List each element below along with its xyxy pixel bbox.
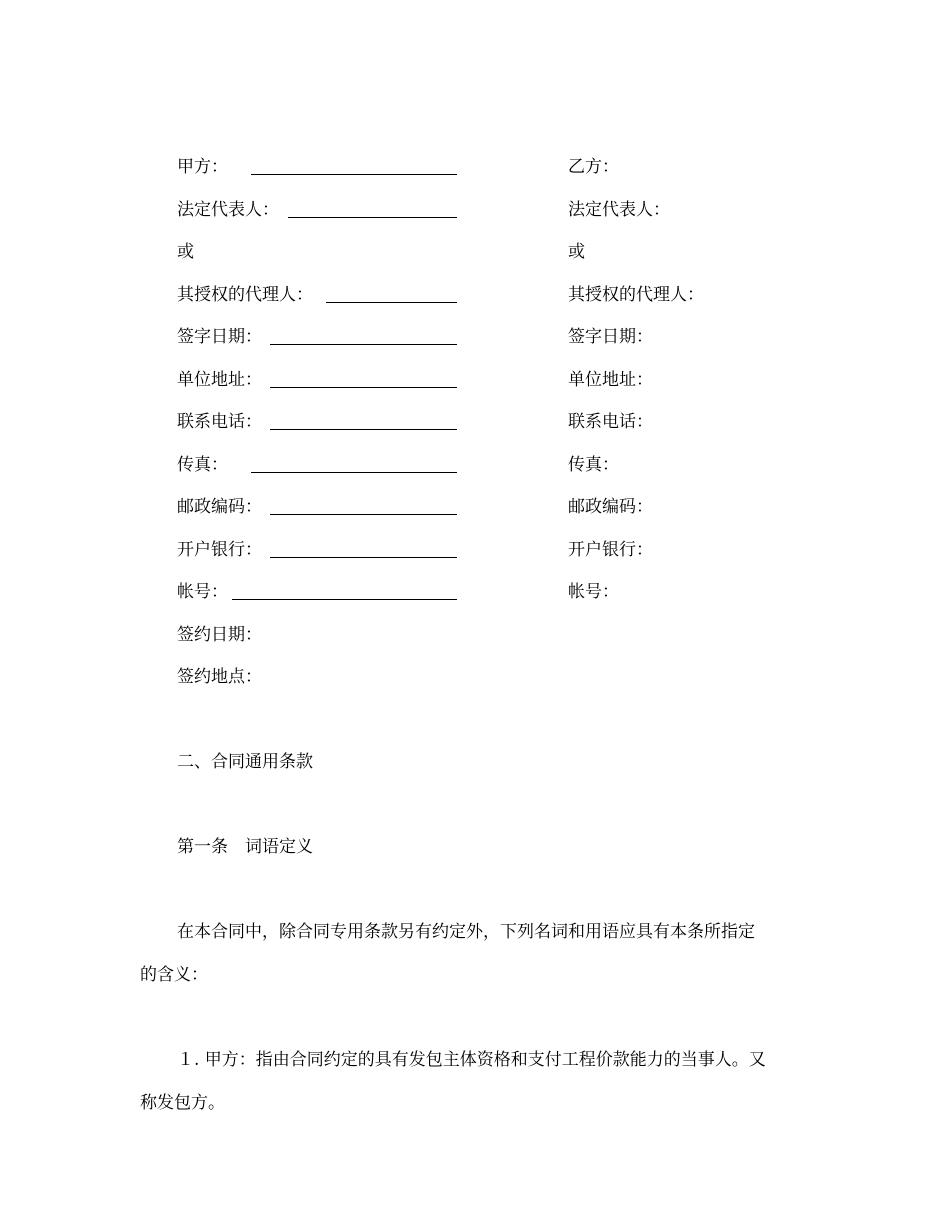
party-b-legal-rep-label: 法定代表人： — [568, 200, 670, 220]
party-a-sign-date-label: 签字日期： — [177, 327, 262, 347]
contract-place-label: 签约地点： — [177, 667, 262, 687]
party-a-or-label: 或 — [177, 242, 194, 262]
party-a-legal-rep-blank — [288, 217, 457, 218]
party-b-address-row — [568, 368, 818, 392]
party-b-account-row — [568, 580, 818, 604]
party-a-bank-row — [177, 538, 462, 562]
party-b-fax-label: 传真： — [568, 455, 619, 475]
party-a-agent-blank — [326, 302, 457, 303]
party-b-postcode-row — [568, 495, 818, 519]
party-b-phone-row — [568, 410, 818, 434]
party-a-phone-label: 联系电话： — [177, 412, 262, 432]
party-a-account-row — [177, 580, 462, 604]
party-b-phone-label: 联系电话： — [568, 412, 653, 432]
party-a-address-label: 单位地址： — [177, 370, 262, 390]
party-b-sign-date-label: 签字日期： — [568, 327, 653, 347]
party-a-address-row — [177, 368, 462, 392]
party-b-or-row — [568, 240, 818, 264]
party-a-phone-row — [177, 410, 462, 434]
party-b-agent-label: 其授权的代理人： — [568, 285, 704, 305]
section-title: 二、合同通用条款 — [177, 752, 313, 772]
party-a-postcode-label: 邮政编码： — [177, 497, 262, 517]
party-a-name-row — [177, 155, 462, 179]
party-a-account-blank — [232, 599, 457, 600]
party-b-fax-row — [568, 453, 818, 477]
article-item1-line2: 称发包方。 — [140, 1093, 225, 1113]
party-a-postcode-blank — [270, 514, 457, 515]
party-a-fax-label: 传真： — [177, 455, 228, 475]
party-a-phone-blank — [270, 429, 457, 430]
party-a-agent-row — [177, 283, 462, 307]
party-b-or-label: 或 — [568, 242, 585, 262]
party-b-bank-label: 开户银行： — [568, 540, 653, 560]
party-b-sign-date-row — [568, 325, 818, 349]
party-b-name-row — [568, 155, 818, 179]
article-item1-line1: １. 甲方：指由合同约定的具有发包主体资格和支付工程价款能力的当事人。又 — [177, 1050, 766, 1070]
party-a-postcode-row — [177, 495, 462, 519]
party-a-name-blank — [251, 174, 457, 175]
article-intro-line1: 在本合同中，除合同专用条款另有约定外，下列名词和用语应具有本条所指定 — [177, 922, 755, 942]
party-b-postcode-label: 邮政编码： — [568, 497, 653, 517]
party-a-account-label: 帐号： — [177, 582, 228, 602]
party-a-bank-blank — [270, 557, 457, 558]
party-a-name-label: 甲方： — [177, 157, 228, 177]
contract-date-row — [177, 623, 462, 647]
party-b-name-label: 乙方： — [568, 157, 619, 177]
party-b-legal-rep-row — [568, 198, 818, 222]
party-a-sign-date-blank — [270, 344, 457, 345]
party-a-or-row — [177, 240, 462, 264]
party-b-bank-row — [568, 538, 818, 562]
contract-date-label: 签约日期： — [177, 625, 262, 645]
party-b-account-label: 帐号： — [568, 582, 619, 602]
party-b-address-label: 单位地址： — [568, 370, 653, 390]
party-a-legal-rep-label: 法定代表人： — [177, 200, 279, 220]
party-a-agent-label: 其授权的代理人： — [177, 285, 313, 305]
article-intro-line2: 的含义： — [140, 965, 208, 985]
party-a-legal-rep-row — [177, 198, 462, 222]
article-title: 第一条 词语定义 — [177, 837, 313, 857]
party-b-agent-row — [568, 283, 818, 307]
party-a-fax-row — [177, 453, 462, 477]
party-a-address-blank — [270, 387, 457, 388]
party-a-sign-date-row — [177, 325, 462, 349]
contract-place-row — [177, 665, 462, 689]
party-a-fax-blank — [251, 472, 457, 473]
party-a-bank-label: 开户银行： — [177, 540, 262, 560]
